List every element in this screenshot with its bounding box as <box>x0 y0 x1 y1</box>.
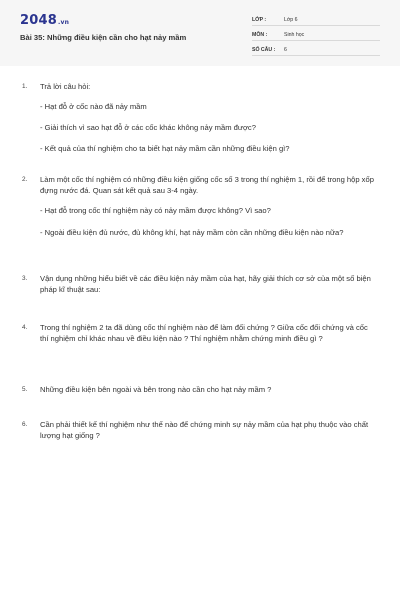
meta-class-value: Lớp 6 <box>284 17 298 23</box>
meta-class-label: LỚP : <box>252 17 267 23</box>
question-sub: - Hạt đỗ ở cốc nào đã nảy mầm <box>40 102 147 111</box>
question-number: 3. <box>22 275 28 282</box>
question-sub: - Giải thích vì sao hạt đỗ ở các cốc khác không nảy mầm được? <box>40 123 256 132</box>
logo-suffix: .vn <box>57 19 70 26</box>
meta-count-label: SỐ CÂU : <box>252 47 276 53</box>
question-item <box>22 174 382 252</box>
question-sub: - Hạt đỗ trong cốc thí nghiệm này có nảy mầm được không? Vì sao? <box>40 206 271 215</box>
question-text: Cần phải thiết kế thí nghiệm như thế nào để chứng minh sự nảy mầm của hạt phụ thuộc vào chất lượng hạt giống ? <box>40 420 369 440</box>
page-header <box>0 0 400 66</box>
meta-class-row <box>252 14 380 26</box>
meta-subject-label: MÔN : <box>252 32 268 38</box>
meta-subject-row <box>252 29 380 41</box>
page-title: Bài 35: Những điều kiện cần cho hạt nảy mầm <box>20 33 187 42</box>
logo-text: 2048 <box>20 13 57 28</box>
question-item <box>22 322 382 358</box>
question-text: Những điều kiện bên ngoài và bên trong nào cần cho hạt nảy mầm ? <box>40 385 272 394</box>
site-logo[interactable] <box>20 13 69 28</box>
question-item <box>22 384 382 396</box>
question-item <box>22 273 382 297</box>
question-item <box>22 81 382 163</box>
meta-subject-value: Sinh học <box>284 32 305 38</box>
question-number: 5. <box>22 386 28 393</box>
question-number: 4. <box>22 324 28 331</box>
question-text: Vận dụng những hiểu biết về các điều kiện nảy mầm của hạt, hãy giải thích cơ sở của một số biện pháp kĩ thuật sau: <box>40 274 371 294</box>
question-text: Làm một cốc thí nghiệm có những điều kiện giống cốc số 3 trong thí nghiệm 1, rồi để trong hộp xốp đựng nước đá. Quan sát kết quả sau 3-4 ngày. <box>40 175 374 195</box>
question-item <box>22 419 382 443</box>
question-sub: - Kết quả của thí nghiệm cho ta biết hạt nảy mầm cần những điều kiện gì? <box>40 144 290 153</box>
question-number: 2. <box>22 176 28 183</box>
question-number: 6. <box>22 421 28 428</box>
question-text: Trả lời câu hỏi: <box>40 82 91 91</box>
question-number: 1. <box>22 83 28 90</box>
meta-count-value: 6 <box>284 47 287 53</box>
meta-count-row <box>252 44 380 56</box>
question-text: Trong thí nghiệm 2 ta đã dùng cốc thí nghiệm nào để làm đối chứng ? Giữa cốc đối chứng và cốc thí nghiệm chỉ khác nhau về điều kiện nào ? Thí nghiệm nhằm chứng minh điều gì ? <box>40 323 368 343</box>
question-sub: - Ngoài điều kiện đủ nước, đủ không khí, hạt nảy mầm còn cần những điều kiện nào nữa? <box>40 228 344 237</box>
